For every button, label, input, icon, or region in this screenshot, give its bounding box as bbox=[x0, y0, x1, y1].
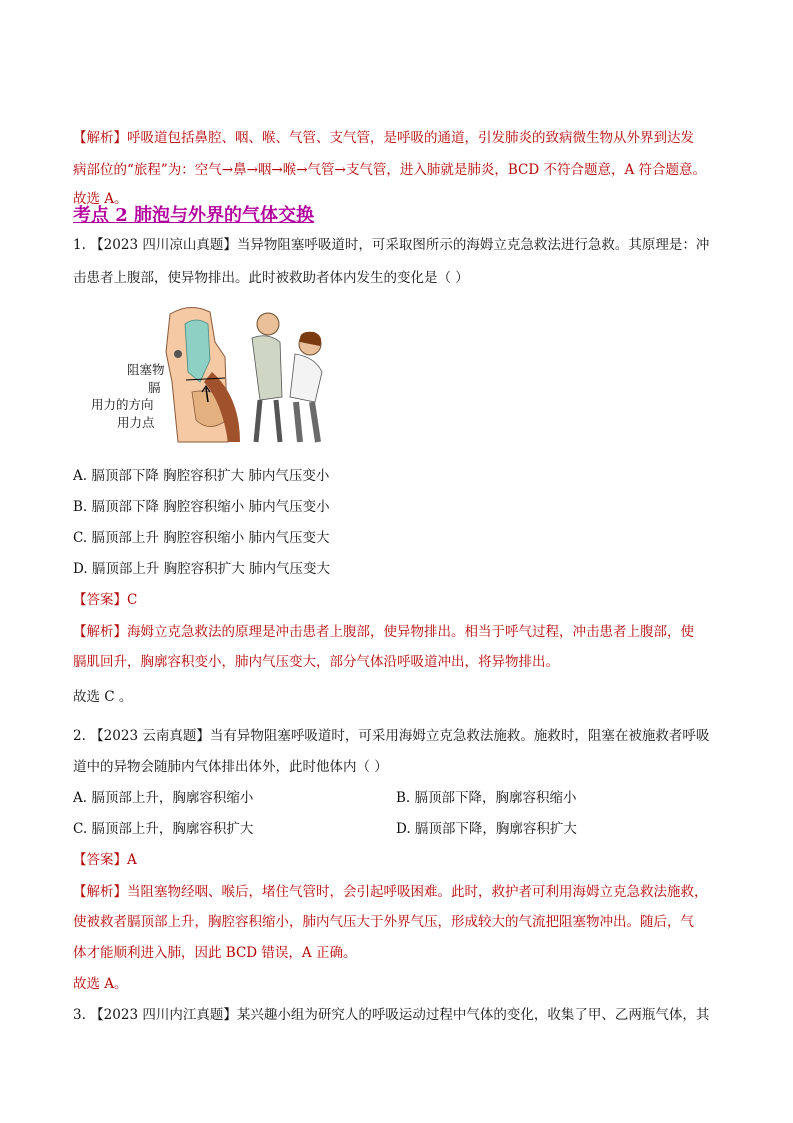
q1-option-c: C. 膈顶部上升 胸腔容积缩小 肺内气压变大 bbox=[73, 530, 330, 546]
label-force-direction: 用力的方向 bbox=[91, 397, 154, 412]
q3-stem-line1: 3. 【2023 四川内江真题】某兴趣小组为研究人的呼吸运动过程中气体的变化，收集了甲、乙两瓶气体，其 bbox=[73, 1007, 710, 1023]
q2-stem-line2: 道中的异物会随肺内气体排出体外，此时他体内（ ） bbox=[73, 759, 388, 775]
section-heading: 考点 2 肺泡与外界的气体交换 bbox=[73, 205, 315, 226]
q2-explanation-line1: 【解析】当阻塞物经咽、喉后，堵住气管时，会引起呼吸困难。此时，救护者可利用海姆立克急救法施救， bbox=[73, 884, 708, 900]
label-force-point: 用力点 bbox=[117, 415, 155, 430]
explanation-top-line1: 【解析】呼吸道包括鼻腔、咽、喉、气管、支气管，是呼吸的通道，引发肺炎的致病微生物从外界到达发 bbox=[73, 130, 694, 146]
q2-explanation-line3: 体才能顺利进入肺，因此 BCD 错误，A 正确。 bbox=[73, 945, 357, 961]
q1-answer: 【答案】C bbox=[73, 592, 138, 608]
q1-stem-line2: 击患者上腹部，使异物排出。此时被救助者体内发生的变化是（ ） bbox=[73, 270, 469, 286]
q2-option-d: D. 膈顶部下降，胸廓容积扩大 bbox=[396, 821, 577, 837]
q1-option-b: B. 膈顶部下降 胸腔容积缩小 肺内气压变小 bbox=[73, 499, 330, 515]
q2-answer: 【答案】A bbox=[73, 852, 137, 868]
q1-option-a: A. 膈顶部下降 胸腔容积扩大 肺内气压变小 bbox=[73, 468, 330, 484]
label-diaphragm: 膈 bbox=[148, 380, 161, 395]
q1-choice: 故选 C 。 bbox=[73, 689, 133, 705]
q2-choice: 故选 A。 bbox=[73, 976, 128, 992]
explanation-top-choice: 故选 A。 bbox=[73, 191, 128, 207]
q1-stem-line1: 1. 【2023 四川凉山真题】当异物阻塞呼吸道时，可采取图所示的海姆立克急救法进行急救。其原理是：冲 bbox=[73, 237, 710, 253]
heimlich-figure bbox=[91, 302, 340, 447]
q2-option-a: A. 膈顶部上升，胸廓容积缩小 bbox=[73, 790, 254, 806]
q2-option-b: B. 膈顶部下降，胸廓容积缩小 bbox=[396, 790, 577, 806]
explanation-top-line2: 病部位的“旅程”为：空气→鼻→咽→喉→气管→支气管，进入肺就是肺炎，BCD 不符合题意，A 符合题意。 bbox=[73, 162, 707, 178]
q2-option-c: C. 膈顶部上升，胸廓容积扩大 bbox=[73, 821, 254, 837]
q1-explanation-line2: 膈肌回升，胸廓容积变小，肺内气压变大，部分气体沿呼吸道冲出，将异物排出。 bbox=[73, 654, 559, 670]
q1-option-d: D. 膈顶部上升 胸腔容积扩大 肺内气压变大 bbox=[73, 561, 331, 577]
q1-explanation-line1: 【解析】海姆立克急救法的原理是冲击患者上腹部，使异物排出。相当于呼气过程，冲击患者上腹部，使 bbox=[73, 624, 694, 640]
q2-explanation-line2: 使被救者膈顶部上升，胸腔容积缩小，肺内气压大于外界气压，形成较大的气流把阻塞物冲出。随后，气 bbox=[73, 914, 694, 930]
q2-stem-line1: 2. 【2023 云南真题】当有异物阻塞呼吸道时，可采用海姆立克急救法施救。施救时，阻塞在被施救者呼吸 bbox=[73, 728, 710, 744]
label-obstruction: 阻塞物 bbox=[127, 362, 165, 377]
